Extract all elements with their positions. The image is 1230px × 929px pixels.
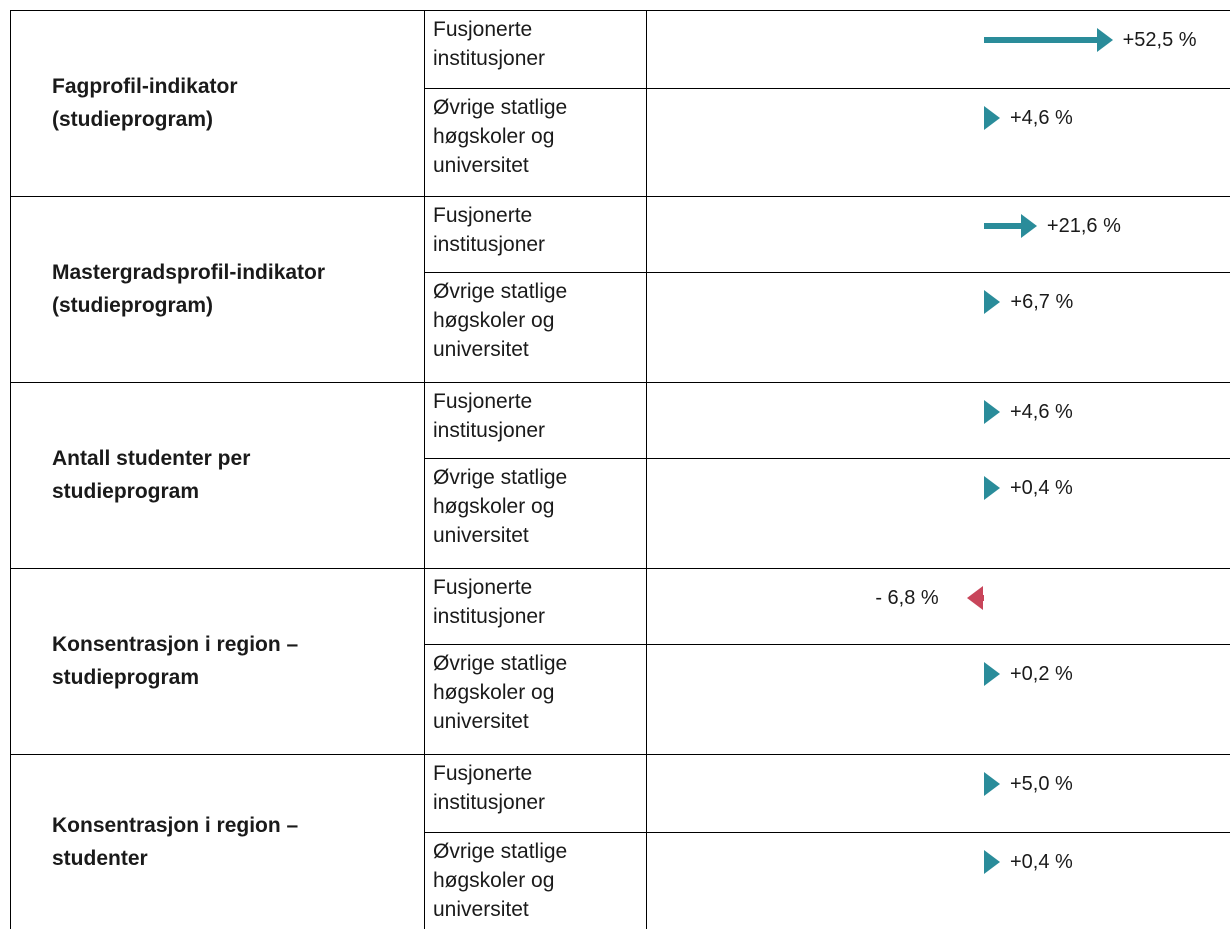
group-label-line: Øvrige statlige xyxy=(433,466,568,489)
group-label xyxy=(433,649,643,736)
increase-arrow-head xyxy=(984,772,1000,796)
group-label-line: universitet xyxy=(433,710,529,733)
category-label-line: Konsentrasjon i region – xyxy=(52,633,299,656)
change-value: +0,4 % xyxy=(1010,851,1073,873)
increase-arrow-head xyxy=(984,850,1000,874)
table-divider-chart xyxy=(646,10,647,929)
group-label xyxy=(433,387,643,445)
group-label-line: Fusjonerte xyxy=(433,204,533,227)
row-border xyxy=(10,196,1230,197)
group-label-line: høgskoler og xyxy=(433,125,555,148)
decrease-arrow-head xyxy=(967,586,983,610)
group-label-line: universitet xyxy=(433,154,529,177)
group-label xyxy=(433,463,643,550)
group-border xyxy=(424,88,1230,89)
group-label-line: Øvrige statlige xyxy=(433,652,568,675)
row-border xyxy=(10,382,1230,383)
group-label xyxy=(433,201,643,259)
row-border xyxy=(10,10,1230,11)
category-label-line: studieprogram xyxy=(52,480,200,503)
category-label-line: Mastergradsprofil-indikator xyxy=(52,261,326,284)
group-label-line: Fusjonerte xyxy=(433,18,533,41)
group-label-line: universitet xyxy=(433,898,529,921)
row-border xyxy=(10,754,1230,755)
change-value: +0,4 % xyxy=(1010,477,1073,499)
change-value: +4,6 % xyxy=(1010,107,1073,129)
group-label xyxy=(433,15,643,73)
group-label-line: høgskoler og xyxy=(433,309,555,332)
change-value: +5,0 % xyxy=(1010,773,1073,795)
increase-arrow-head xyxy=(984,400,1000,424)
group-label-line: Fusjonerte xyxy=(433,576,533,599)
change-value: +52,5 % xyxy=(1122,29,1197,51)
increase-arrow-head xyxy=(984,106,1000,130)
group-label xyxy=(433,837,643,924)
change-value: +4,6 % xyxy=(1010,401,1073,423)
table-divider-group xyxy=(424,10,425,929)
group-label xyxy=(433,93,643,180)
group-label-line: institusjoner xyxy=(433,605,546,628)
category-label-line: (studieprogram) xyxy=(52,108,214,131)
category-label xyxy=(52,442,412,508)
category-label-line: Fagprofil-indikator xyxy=(52,75,238,98)
category-label-line: Konsentrasjon i region – xyxy=(52,813,299,837)
category-label xyxy=(52,256,412,322)
category-label-line: studenter xyxy=(52,846,148,870)
change-value: +0,2 % xyxy=(1010,663,1073,685)
group-label-line: universitet xyxy=(433,524,529,547)
category-label-line: studieprogram xyxy=(52,666,200,689)
group-label xyxy=(433,277,643,364)
increase-arrow-head xyxy=(984,662,1000,686)
group-border xyxy=(424,644,1230,645)
group-border xyxy=(424,832,1230,833)
category-label xyxy=(52,70,412,136)
group-label-line: institusjoner xyxy=(433,47,546,70)
increase-arrow-shaft xyxy=(984,223,1021,229)
increase-arrow-head xyxy=(984,476,1000,500)
group-label-line: høgskoler og xyxy=(433,869,555,892)
increase-arrow-shaft xyxy=(984,37,1097,43)
increase-arrow-head xyxy=(1097,28,1113,52)
group-label-line: Øvrige statlige xyxy=(433,280,568,303)
group-label-line: Øvrige statlige xyxy=(433,96,568,119)
increase-arrow-head xyxy=(1021,214,1037,238)
change-value: +21,6 % xyxy=(1046,215,1121,237)
category-label-line: Antall studenter per xyxy=(52,447,251,470)
category-label-line: (studieprogram) xyxy=(52,294,214,317)
group-label-line: institusjoner xyxy=(433,419,546,442)
table-border-left xyxy=(10,10,11,929)
group-label-line: institusjoner xyxy=(433,233,546,256)
group-label xyxy=(433,573,643,631)
group-label-line: Øvrige statlige xyxy=(433,840,568,863)
group-border xyxy=(424,458,1230,459)
group-label-line: universitet xyxy=(433,338,529,361)
category-label xyxy=(52,809,412,875)
group-label-line: institusjoner xyxy=(433,791,546,814)
group-label xyxy=(433,759,643,817)
group-label-line: Fusjonerte xyxy=(433,390,533,413)
group-border xyxy=(424,272,1230,273)
category-label xyxy=(52,628,412,694)
change-value: - 6,8 % xyxy=(875,587,939,609)
change-value: +6,7 % xyxy=(1010,291,1074,313)
increase-arrow-head xyxy=(984,290,1000,314)
group-label-line: Fusjonerte xyxy=(433,762,533,785)
group-label-line: høgskoler og xyxy=(433,681,555,704)
group-label-line: høgskoler og xyxy=(433,495,555,518)
decrease-arrow-shaft xyxy=(983,595,984,601)
row-border xyxy=(10,568,1230,569)
